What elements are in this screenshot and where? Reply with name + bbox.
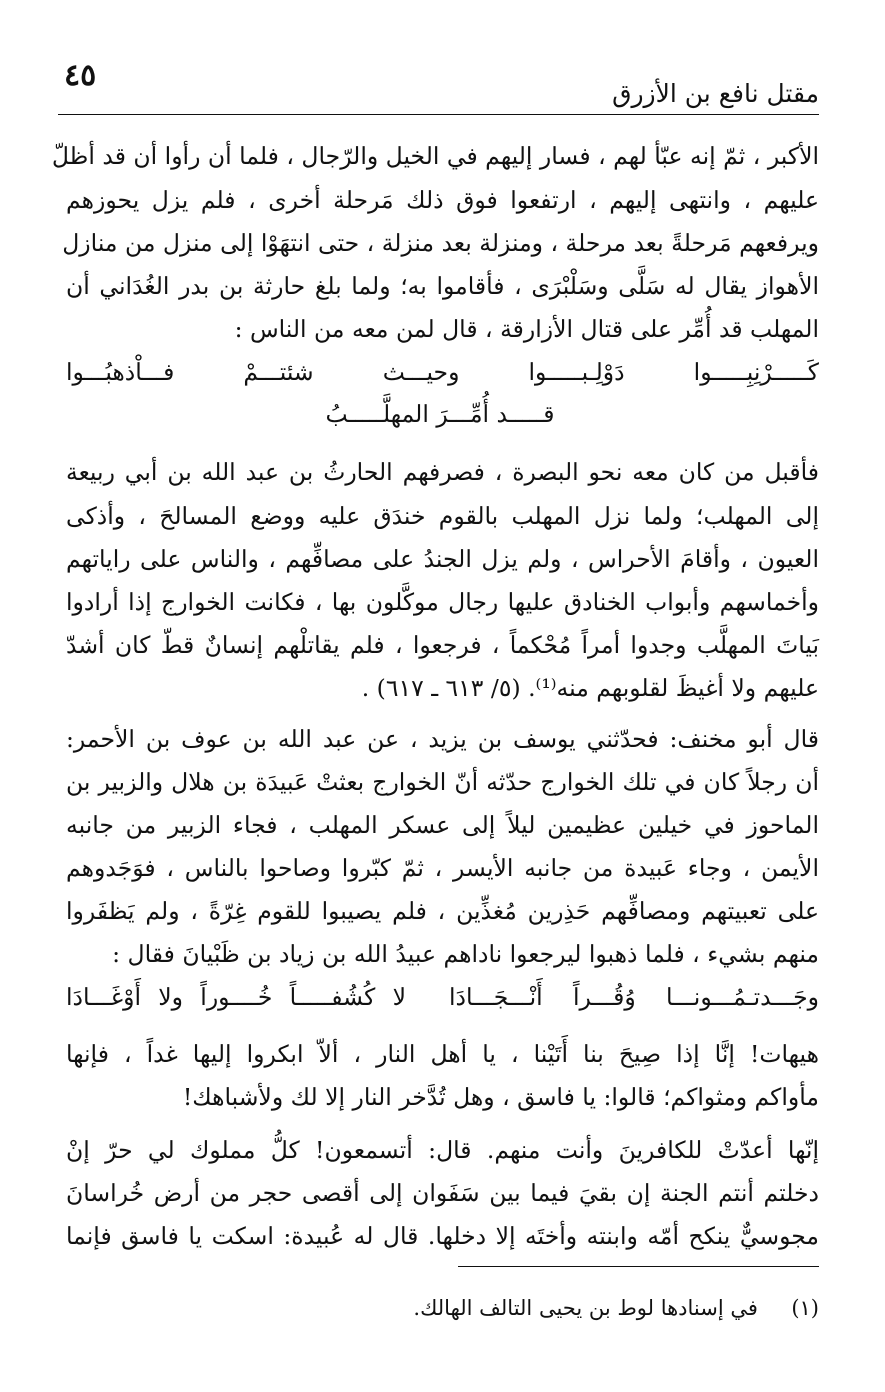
text-line: بَياتَ المهلَّب وجدوا أمراً مُحْكماً ، فرجعوا ، فلم يقاتلْهم إنسانٌ قطّ كان أشدّ [66, 631, 819, 659]
footnote-text: في إسنادها لوط بن يحيى التالف الهالك. [413, 1296, 758, 1320]
text-line: عليهم ولا أغيظَ لقلوبهم منه⁽¹⁾. (٥/ ٦١٣ ـ ٦١٧) . [361, 674, 819, 702]
text-line: إنّها أعدّتْ للكافرينَ وأنت منهم. قال: أتسمعون! كلُّ مملوك لي حرّ إنْ [66, 1136, 819, 1164]
text-line: مأواكم ومثواكم؛ قالوا: يا فاسق ، وهل تُدَّخر النار إلا لك ولأشباهك! [182, 1083, 819, 1111]
page-header [58, 60, 819, 115]
text-line: إلى المهلب؛ ولما نزل المهلب بالقوم خندَق عليه ووضع المسالحَ ، وأذكى [66, 502, 819, 530]
text-line: فأقبل من كان معه نحو البصرة ، فصرفهم الحارثُ بن عبد الله بن أبي ربيعة [66, 458, 819, 486]
text-line: الأيمن ، وجاء عَبيدة من جانبه الأيسر ، ثمّ كبّروا وصاحوا بالناس ، فوَجَدوهم [66, 854, 819, 882]
text-line: أن رجلاً كان في تلك الخوارج حدّثه أنّ الخوارج بعثتْ عَبيدَة بن هلال والزبير بن [66, 768, 819, 796]
text-line: العيون ، وأقامَ الأحراس ، ولم يزل الجندُ على مصافِّهم ، والناس على راياتهم [66, 545, 819, 573]
text-line: عليهم ، وانتهى إليهم ، ارتفعوا فوق ذلك مَرحلة أخرى ، فلم يزل يحوزهم [66, 186, 819, 214]
footnote [413, 1290, 819, 1326]
text-line: المهلب قد أُمِّر على قتال الأزارقة ، قال لمن معه من الناس : [234, 315, 819, 343]
text-line: وأخماسهم وأبواب الخنادق عليها رجال موكَّلون بها ، فكانت الخوارج إذا أرادوا [66, 588, 819, 616]
text-line: مجوسيٌّ ينكح أمّه وابنته وأختَه إلا دخلها. قال له عُبيدة: اسكت يا فاسق فإنما [66, 1222, 819, 1250]
text-line: دخلتم أنتم الجنة إن بقيَ فيما بين سَفَوان إلى أقصى حجر من أرض خُراسانَ [66, 1179, 819, 1207]
verse-line: وجَـــدتـمُـــونـــا وُقُـــراً أَنْـــجَـــادَا [449, 983, 819, 1011]
text-line: الماحوز في خيلين عظيمين ليلاً إلى عسكر المهلب ، فجاء الزبير من جانبه [66, 811, 819, 839]
text-line: ويرفعهم مَرحلةً بعد مرحلة ، ومنزلة بعد منزلة ، حتى انتهَوْا إلى منزل من منازل [62, 229, 819, 257]
text-line: على تعبيتهم ومصافِّهم حَذِرين مُغذِّين ، فلم يصيبوا للقوم غِرّةً ، ولم يَظفَروا [66, 897, 819, 925]
text-line: الأكبر ، ثمّ إنه عبّأ لهم ، فسار إليهم في الخيل والرّجال ، فلما أن رأوا أن قد أظلّ [51, 142, 819, 170]
verse-line: قـــــد أُمِّـــرَ المهلَّـــــبُ [325, 400, 555, 428]
text-line: قال أبو مخنف: فحدّثني يوسف بن يزيد ، عن عبد الله بن عوف بن الأحمر: [66, 725, 819, 753]
verse-line: كَـــــرْنِبِـــــوا دَوْلِـبـــــوا وحيـــث شئتـــمْ فـــاْذهبُـــوا [66, 358, 819, 386]
text-line: منهم بشيء ، فلما ذهبوا ليرجعوا ناداهم عبيدُ الله بن زياد بن ظَبْيانَ فقال : [112, 940, 819, 968]
page-number: ٤٥ [64, 58, 97, 93]
footnote-marker: (١) [791, 1296, 819, 1320]
text-line: الأهواز يقال له سَلَّى وسَلْبْرَى ، فأقاموا به؛ ولما بلغ حارثة بن بدر الغُدَاني أن [66, 272, 819, 300]
footnote-separator [458, 1266, 819, 1267]
running-title: مقتل نافع بن الأزرق [612, 79, 819, 108]
text-line: هيهات! إنَّا إذا صِيحَ بنا أَتَيْنا ، يا أهل النار ، ألاّ ابكروا إليها غداً ، فإنها [66, 1040, 819, 1068]
verse-line: لا كُشُفـــــاً خُــــوراً ولا أَوْغَـــادَا [66, 983, 406, 1011]
